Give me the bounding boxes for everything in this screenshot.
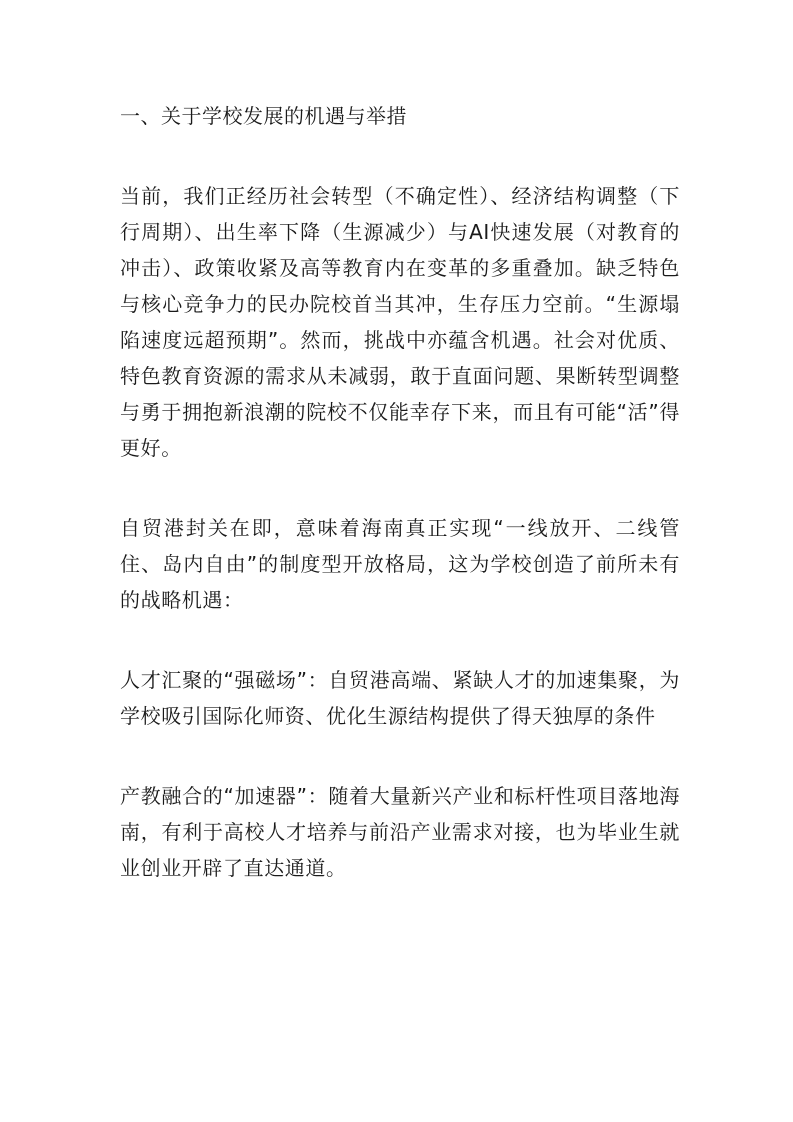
paragraph-industry-education: 产教融合的“加速器”：随着大量新兴产业和标杆性项目落地海南，有利于高校人才培养与前沿产业需求对接，也为毕业生就业创业开辟了直达通道。 [120, 784, 680, 880]
section-heading: 一、关于学校发展的机遇与举措 [120, 104, 407, 128]
paragraph-talent-magnet: 人才汇聚的“强磁场”：自贸港高端、紧缺人才的加速集聚，为学校吸引国际化师资、优化生源结构提供了得天独厚的条件 [120, 668, 680, 728]
paragraph-current-situation: 当前，我们正经历社会转型（不确定性）、经济结构调整（下行周期）、出生率下降（生源减少）与AI快速发展（对教育的冲击）、政策收紧及高等教育内在变革的多重叠加。缺乏特色与核心竞争力的民办院校首当其冲，生存压力空前。“生源塌陷速度远超预期”。然而，挑战中亦蕴含机遇。社会对优质、特色教育资源的需求从未减弱，敢于直面问题、果断转型调整与勇于拥抱新浪潮的院校不仅能幸存下来，而且有可能“活”得更好。 [120, 184, 680, 460]
document-body [120, 98, 680, 886]
paragraph-free-trade-port: 自贸港封关在即，意味着海南真正实现“一线放开、二线管住、岛内自由”的制度型开放格局，这为学校创造了前所未有的战略机遇： [120, 516, 680, 612]
